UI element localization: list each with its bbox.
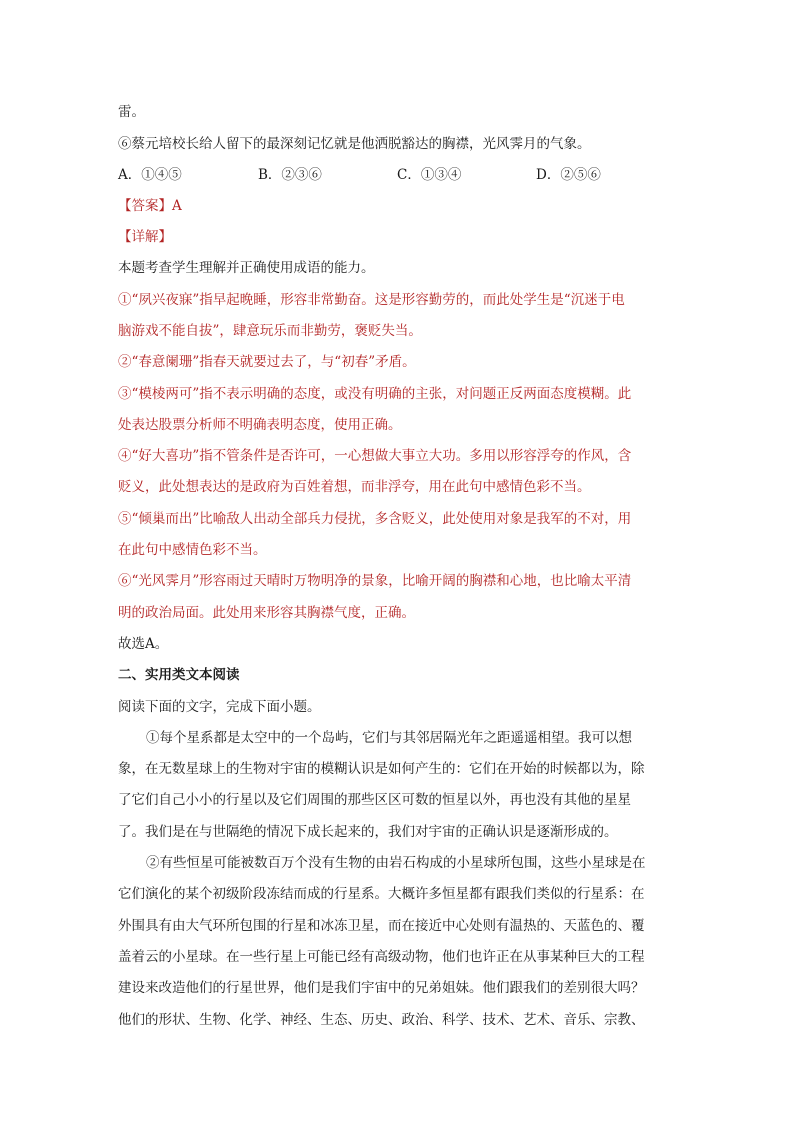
passage-line: ①每个星系都是太空中的一个岛屿，它们与其邻居隔光年之距遥遥相望。我可以想	[146, 730, 632, 746]
passage-line: 象，在无数星球上的生物对宇宙的模糊认识是如何产生的：它们在开始的时候都以为，除	[118, 761, 645, 777]
explanation-line: ⑤“倾巢而出”比喻敌人出动全部兵力侵扰，多含贬义，此处使用对象是我军的不对，用	[118, 511, 632, 527]
option-c: C．①③④	[397, 167, 462, 183]
passage-line: ②有些恒星可能被数百万个没有生物的由岩石构成的小星球所包围，这些小星球是在	[146, 855, 646, 871]
passage-line: 了。我们是在与世隔绝的情况下成长起来的，我们对宇宙的正确认识是逐渐形成的。	[118, 824, 618, 840]
passage-line: 了它们自己小小的行星以及它们周围的那些区区可数的恒星以外，再也没有其他的星星	[118, 792, 631, 808]
passage-line: 它们演化的某个初级阶段冻结而成的行星系。大概许多恒星都有跟我们类似的行星系：在	[118, 886, 645, 902]
text-line: 本题考查学生理解并正确使用成语的能力。	[118, 260, 375, 276]
text-line: ⑥蔡元培校长给人留下的最深刻记忆就是他洒脱豁达的胸襟，光风霁月的气象。	[118, 136, 591, 152]
text-line: 雷。	[118, 104, 145, 120]
explanation-line: 明的政治局面。此处用来形容其胸襟气度，正确。	[118, 605, 415, 621]
explanation-line: ②“春意阑珊”指春天就要过去了，与“初春”矛盾。	[118, 354, 416, 370]
explanation-line: 脑游戏不能自拔”，肆意玩乐而非勤劳，褒贬失当。	[118, 323, 422, 339]
explanation-line: ③“模棱两可”指不表示明确的态度，或没有明确的主张，对问题正反两面态度模糊。此	[118, 386, 632, 402]
option-d: D．②⑤⑥	[536, 167, 601, 183]
passage-line: 外围具有由大气环所包围的行星和冰冻卫星，而在接近中心处则有温热的、天蓝色的、覆	[118, 918, 645, 934]
passage-line: 建设来改造他们的行星世界，他们是我们宇宙中的兄弟姐妹。他们跟我们的差别很大吗？	[118, 980, 645, 996]
explanation-line: 在此句中感情色彩不当。	[118, 542, 267, 558]
option-a: A．①④⑤	[118, 167, 182, 183]
instruction-line: 阅读下面的文字，完成下面小题。	[118, 699, 321, 715]
explanation-line: ⑥“光风霁月”形容雨过天晴时万物明净的景象，比喻开阔的胸襟和心地，也比喻太平清	[118, 573, 632, 589]
explanation-line: 贬义，此处想表达的是政府为百姓着想，而非浮夸，用在此句中感情色彩不当。	[118, 479, 591, 495]
passage-line: 盖着云的小星球。在一些行星上可能已经有高级动物，他们也许正在从事某种巨大的工程	[118, 949, 645, 965]
option-b: B．②③⑥	[258, 167, 322, 183]
explanation-heading: 【详解】	[118, 229, 172, 245]
section-heading: 二、实用类文本阅读	[118, 667, 240, 683]
passage-line: 他们的形状、生物、化学、神经、生态、历史、政治、科学、技术、艺术、音乐、宗教、	[118, 1012, 645, 1028]
explanation-line: ④“好大喜功”指不管条件是否许可，一心想做大事立大功。多用以形容浮夸的作风，含	[118, 448, 632, 464]
explanation-line: ①“夙兴夜寐”指早起晚睡，形容非常勤奋。这是形容勤劳的，而此处学生是“沉迷于电	[118, 292, 625, 308]
explanation-line: 处表达股票分析师不明确表明态度，使用正确。	[118, 417, 402, 433]
answer-label: 【答案】A	[118, 198, 182, 214]
conclusion-line: 故选A。	[118, 636, 169, 652]
